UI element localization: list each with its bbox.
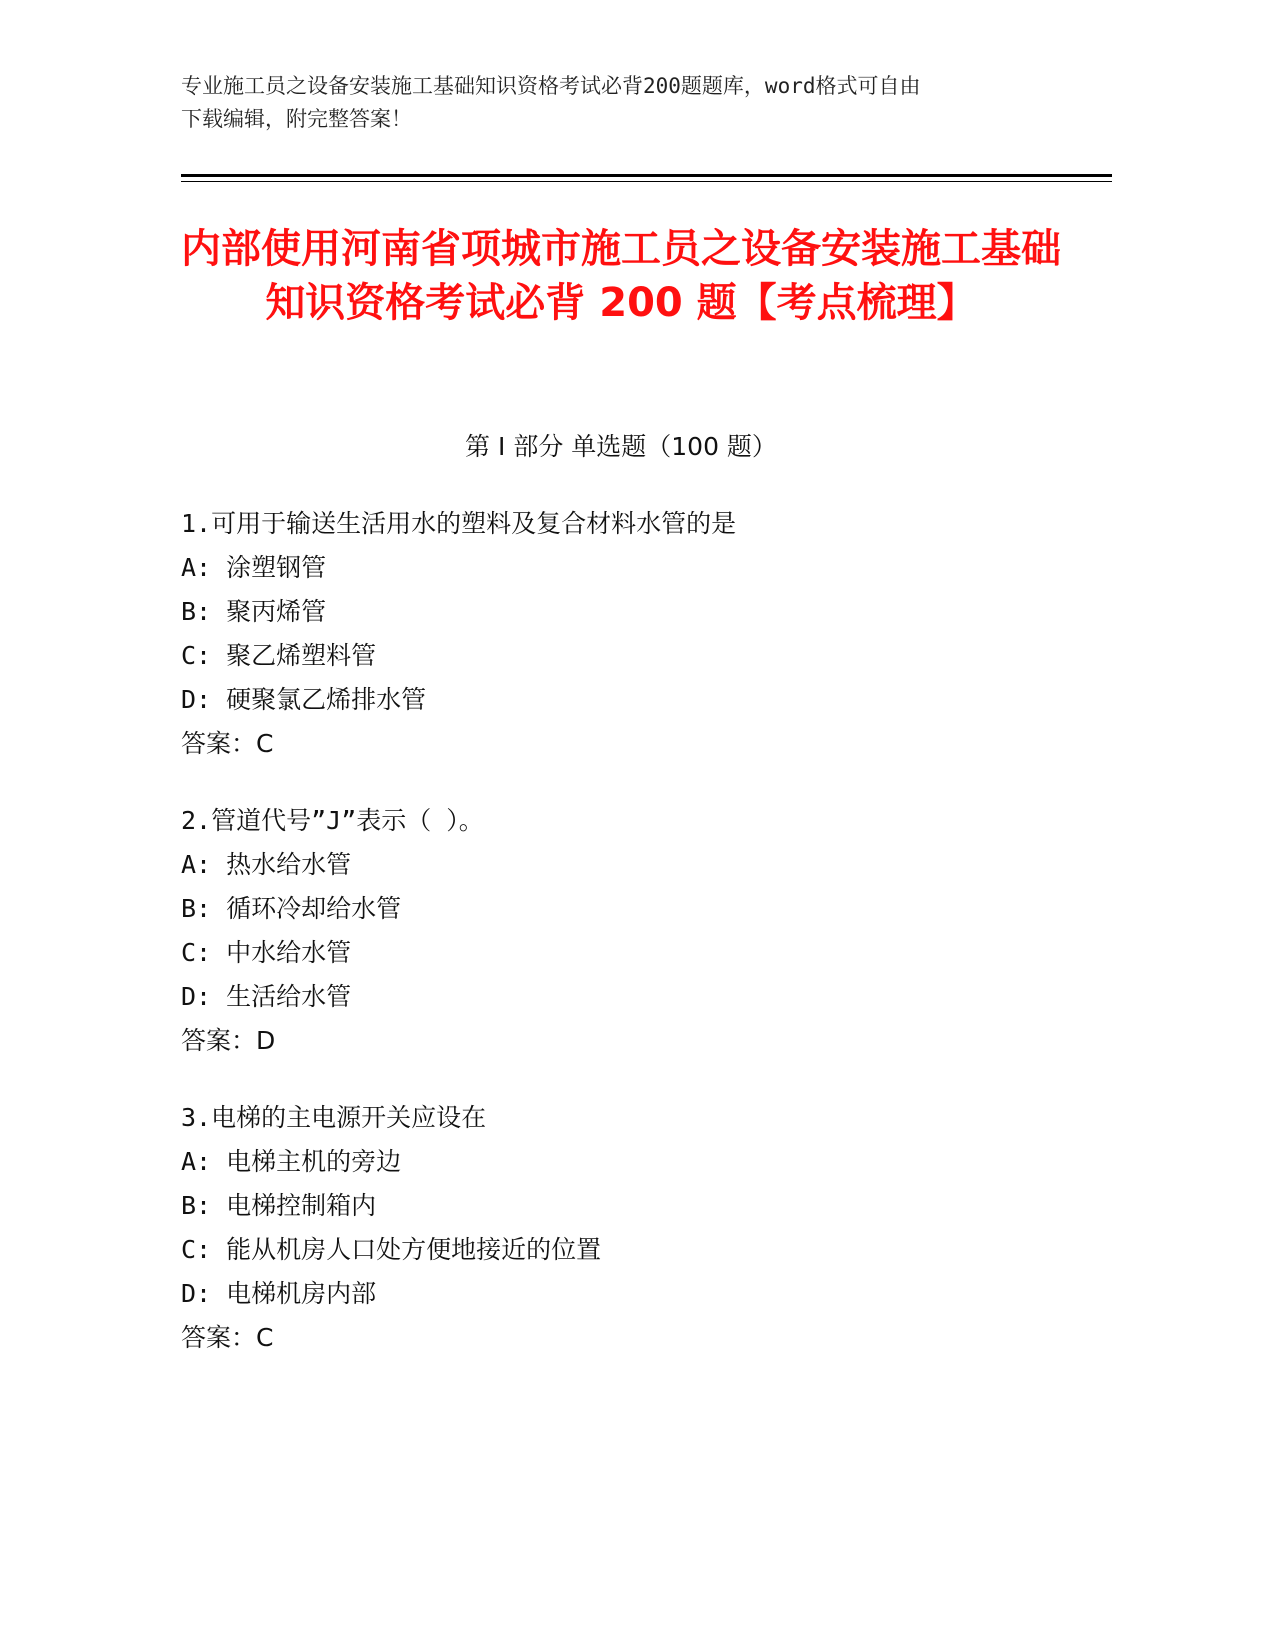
question-1 (181, 502, 1101, 766)
question-stem: 1.可用于输送生活用水的塑料及复合材料水管的是 (181, 509, 737, 538)
document-title: 内部使用河南省项城市施工员之设备安装施工基础知识资格考试必背 200 题【考点梳理】 (181, 226, 1061, 326)
option-d: D: 电梯机房内部 (181, 1279, 377, 1308)
option-a: A: 电梯主机的旁边 (181, 1147, 402, 1176)
question-list (181, 502, 1101, 1393)
header-note: 专业施工员之设备安装施工基础知识资格考试必背200题题库，word格式可自由 下载编辑，附完整答案！ (181, 74, 921, 131)
question-stem: 2.管道代号”J”表示（ ）。 (181, 806, 484, 835)
question-3 (181, 1096, 1101, 1360)
option-d: D: 生活给水管 (181, 982, 352, 1011)
question-stem: 3.电梯的主电源开关应设在 (181, 1103, 487, 1132)
option-b: B: 聚丙烯管 (181, 597, 327, 626)
option-d: D: 硬聚氯乙烯排水管 (181, 685, 427, 714)
option-c: C: 能从机房人口处方便地接近的位置 (181, 1235, 602, 1264)
answer-line: 答案：D (181, 1026, 276, 1055)
header-rule-thin (181, 181, 1112, 182)
option-a: A: 热水给水管 (181, 850, 352, 879)
section-title: 第 I 部分 单选题（100 题） (465, 432, 777, 461)
header-rule-thick (181, 174, 1112, 177)
answer-line: 答案：C (181, 1323, 274, 1352)
question-2 (181, 799, 1101, 1063)
option-c: C: 中水给水管 (181, 938, 352, 967)
option-c: C: 聚乙烯塑料管 (181, 641, 377, 670)
option-b: B: 电梯控制箱内 (181, 1191, 377, 1220)
option-b: B: 循环冷却给水管 (181, 894, 402, 923)
option-a: A: 涂塑钢管 (181, 553, 327, 582)
answer-line: 答案：C (181, 729, 274, 758)
